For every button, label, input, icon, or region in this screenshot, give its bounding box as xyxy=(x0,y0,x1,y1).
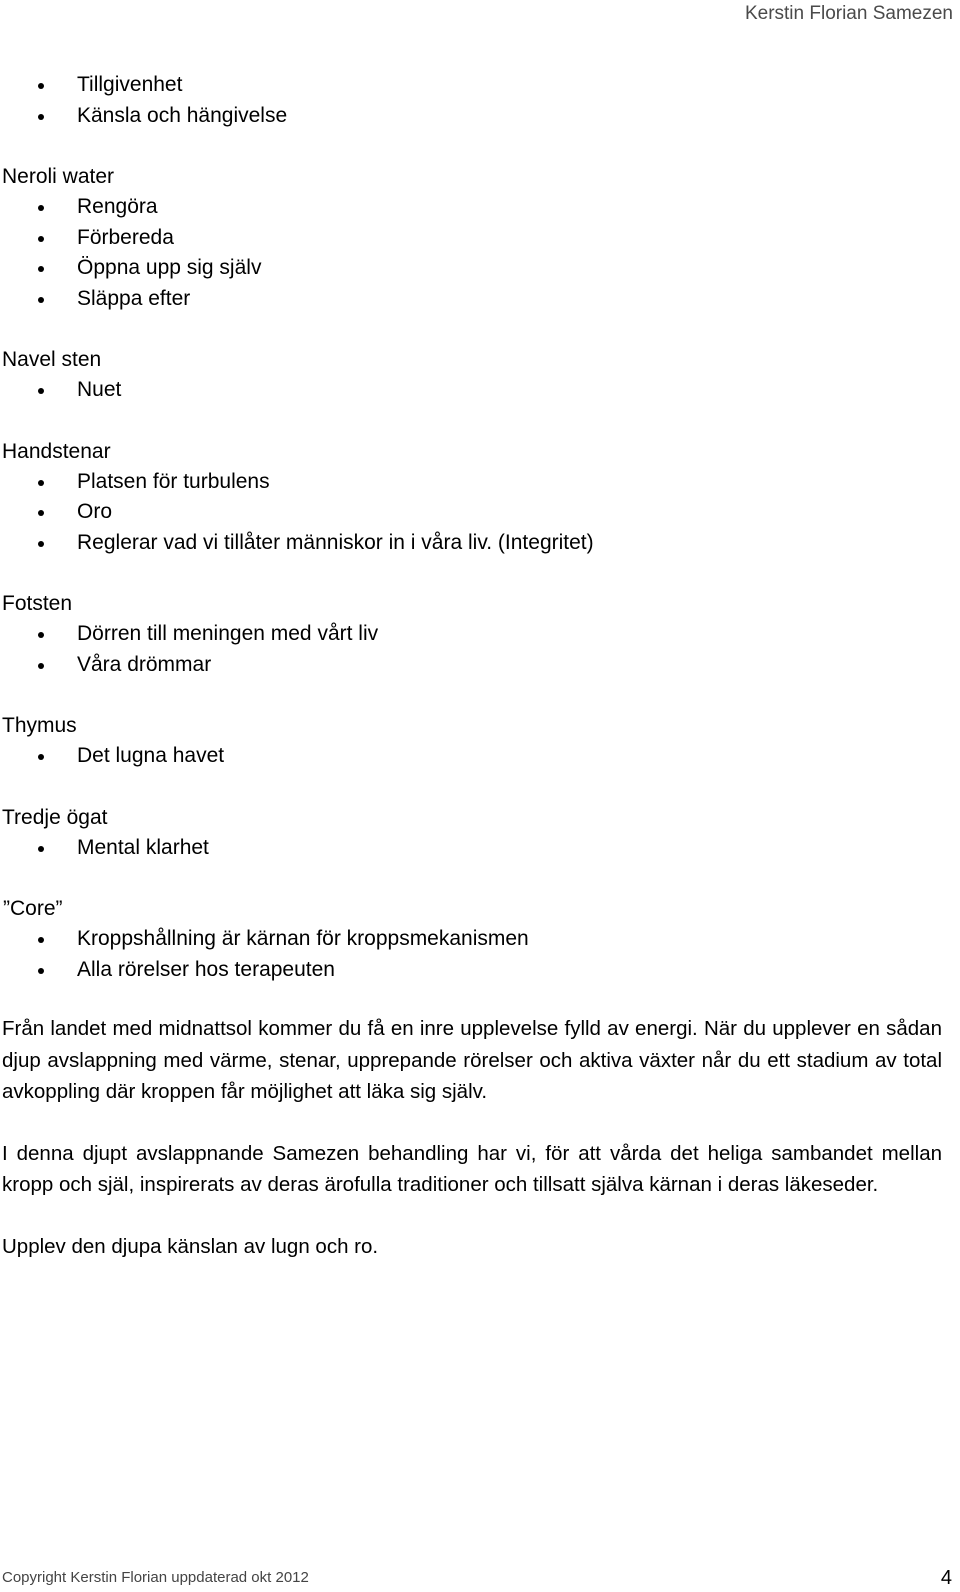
bullet-icon xyxy=(38,83,44,89)
paragraph: Upplev den djupa känslan av lugn och ro. xyxy=(2,1234,379,1258)
list-item xyxy=(0,741,955,772)
section-label: ”Core” xyxy=(3,897,63,920)
list-item-text: Öppna upp sig själv xyxy=(77,256,262,279)
list-item-text: Det lugna havet xyxy=(77,744,225,767)
section-label: Handstenar xyxy=(2,439,111,463)
section-label: Tredje ögat xyxy=(2,805,108,829)
bullet-icon xyxy=(38,510,44,516)
list-item-text: Rengöra xyxy=(77,195,158,218)
section-core xyxy=(0,893,955,985)
list-item-text: Reglerar vad vi tillåter människor in i våra liv. (Integritet) xyxy=(77,530,594,554)
list-item-text: Kroppshållning är kärnan för kroppsmekanismen xyxy=(77,927,529,950)
bullet-icon xyxy=(38,663,44,669)
list-item xyxy=(0,955,955,986)
section-tredje-ogat xyxy=(0,802,955,864)
list-item xyxy=(0,924,955,955)
list-item-text: Alla rörelser hos terapeuten xyxy=(77,957,335,981)
footer-copyright: Copyright Kerstin Florian uppdaterad okt 2012 xyxy=(2,1569,309,1586)
bullet-list xyxy=(0,192,955,314)
list-item xyxy=(0,375,955,406)
bullet-icon xyxy=(38,114,44,120)
document-lists xyxy=(0,70,955,985)
bullet-icon xyxy=(38,480,44,486)
list-item-text: Oro xyxy=(77,500,113,523)
section-neroli-water xyxy=(0,161,955,314)
bullet-list xyxy=(0,924,955,985)
bullet-icon xyxy=(38,968,44,974)
list-item xyxy=(0,192,955,223)
list-item xyxy=(0,284,955,315)
section-label: Fotsten xyxy=(2,592,73,615)
list-item xyxy=(0,619,955,650)
bullet-icon xyxy=(38,754,44,760)
bullet-list xyxy=(0,619,955,680)
list-item xyxy=(0,253,955,284)
bullet-list xyxy=(0,741,955,772)
list-item-text: Mental klarhet xyxy=(77,835,209,859)
paragraph: Från landet med midnattsol kommer du få en inre upplevelse fylld av energi. När du upplever en sådan djup avslappning med värme, stenar, upprepande rörelser och aktiva växter når du ett stadium av total avkoppling där kroppen får möjlighet att läka sig själv. xyxy=(2,1017,942,1103)
bullet-icon xyxy=(38,266,44,272)
section-label: Neroli water xyxy=(2,165,115,188)
section-handstenar xyxy=(0,436,955,559)
list-item xyxy=(0,650,955,681)
section-fotsten xyxy=(0,588,955,680)
header-title: Kerstin Florian Samezen xyxy=(744,3,953,24)
list-item xyxy=(0,467,955,498)
bullet-icon xyxy=(38,846,44,852)
section-thymus xyxy=(0,710,955,772)
bullet-list xyxy=(0,70,955,131)
list-item-text: Känsla och hängivelse xyxy=(77,103,288,127)
list-item-text: Nuet xyxy=(77,378,122,401)
body-paragraphs xyxy=(2,1013,942,1292)
section-navel-sten xyxy=(0,344,955,406)
list-item-text: Dörren till meningen med vårt liv xyxy=(77,622,379,645)
bullet-icon xyxy=(38,937,44,943)
page-number: 4 xyxy=(940,1567,952,1589)
bullet-icon xyxy=(38,632,44,638)
list-item xyxy=(0,528,955,559)
section-intro xyxy=(0,70,955,131)
list-item-text: Förbereda xyxy=(77,225,174,249)
list-item-text: Platsen för turbulens xyxy=(77,469,270,493)
list-item-text: Tillgivenhet xyxy=(77,73,183,96)
bullet-list xyxy=(0,375,955,406)
bullet-icon xyxy=(38,236,44,242)
bullet-list xyxy=(0,467,955,559)
bullet-icon xyxy=(38,388,44,394)
bullet-icon xyxy=(38,541,44,547)
bullet-list xyxy=(0,833,955,864)
list-item xyxy=(0,497,955,528)
list-item xyxy=(0,833,955,864)
bullet-icon xyxy=(38,205,44,211)
list-item xyxy=(0,223,955,254)
section-label: Navel sten xyxy=(2,348,102,371)
list-item xyxy=(0,101,955,132)
section-label: Thymus xyxy=(2,714,77,737)
bullet-icon xyxy=(38,297,44,303)
paragraph: I denna djupt avslappnande Samezen behandling har vi, för att vårda det heliga sambandet mellan kropp och själ, inspirerats av deras ärofulla traditioner och tillsatt själva kärnan i deras läkeseder. xyxy=(2,1141,942,1196)
list-item xyxy=(0,70,955,101)
list-item-text: Släppa efter xyxy=(77,286,191,310)
list-item-text: Våra drömmar xyxy=(77,652,212,676)
